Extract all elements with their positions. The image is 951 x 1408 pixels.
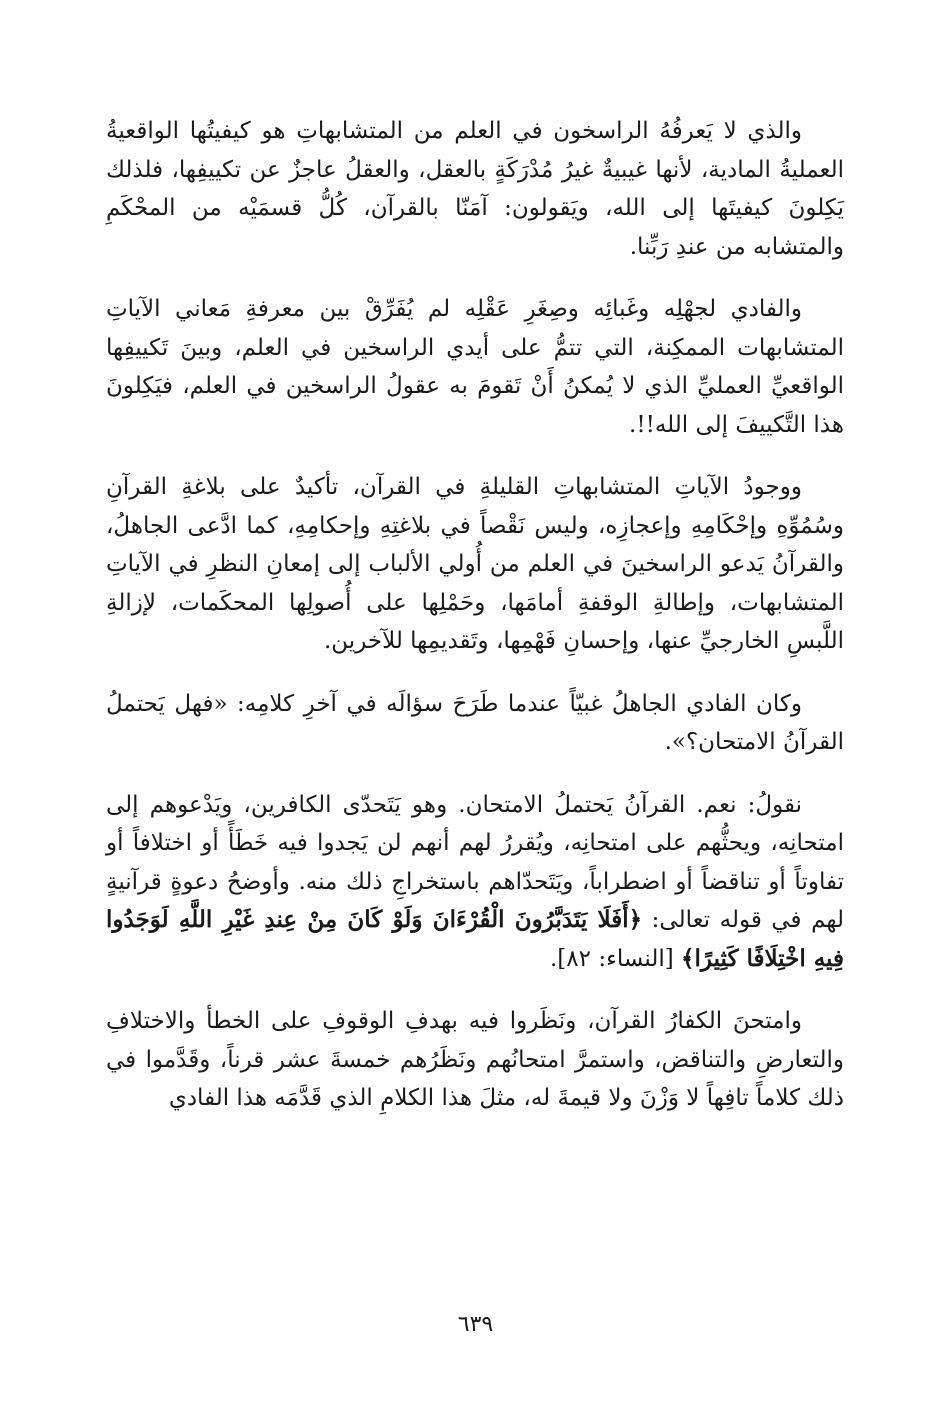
quran-verse: ﴿أَفَلَا يَتَدَبَّرُونَ الْقُرْءَانَ وَلَوْ كَانَ مِنْ عِندِ غَيْرِ اللَّهِ لَوَجَدُوا فِيهِ اخْتِلَافًا كَثِيرًا﴾ xyxy=(106,906,844,972)
page-number: ٦٣٩ xyxy=(457,1312,494,1337)
paragraph-6: وامتحنَ الكفارُ القرآن، ونَظَروا فيه بهدفِ الوقوفِ على الخطأ والاختلافِ والتعارضِ والتناقض، واستمرَّ امتحانُهم ونَظَرُهم خمسةَ عشر قرناً، وقَدَّموا في ذلك كلاماً تافِهاً لا وَزْنَ ولا قيمةَ له، مثلَ هذا الكلامِ الذي قَدَّمَه هذا الفادي xyxy=(106,1008,844,1111)
verse-reference: [النساء: ٨٢]. xyxy=(550,945,674,972)
paragraph-5 xyxy=(106,786,844,979)
paragraph-2: والفادي لجهْلِه وغَبائِه وصِغَرِ عَقْلِه لم يُفَرِّقْ بين معرفةِ مَعاني الآياتِ المتشابهات الممكِنة، التي تتمُّ على أيدي الراسخين في العلم، وبينَ تَكييفِها الواقعيِّ العمليِّ الذي لا يُمكنُ أَنْ تَقومَ به عقولُ الراسخين في العلم، فيَكِلونَ هذا التَّكييفَ إلى الله!!. xyxy=(106,296,844,438)
paragraph-3: ووجودُ الآياتِ المتشابهاتِ القليلةِ في القرآن، تأكيدٌ على بلاغةِ القرآنِ وسُمُوِّهِ وإحْكَامِهِ وإعجازِه، وليس نَقْصاً في بلاغتِهِ وإحكامِهِ، كما ادَّعى الجاهلُ، والقرآنُ يَدعو الراسخينَ في العلم من أُولي الألباب إلى إمعانِ النظرِ في الآياتِ المتشابهات، وإطالةِ الوقفةِ أمامَها، وحَمْلِها على أُصولِها المحكَمات، لإزالةِ اللَّبسِ الخارجيِّ عنها، وإحسانِ فَهْمِها، وتَقديمِها للآخرين. xyxy=(106,474,844,654)
paragraph-4: وكان الفادي الجاهلُ غبيّاً عندما طَرَحَ سؤالَه في آخرِ كلامِه: «فهل يَحتملُ القرآنُ الامتحان؟». xyxy=(106,690,844,755)
paragraph-1: والذي لا يَعرفُهُ الراسخون في العلم من المتشابهاتِ هو كيفيتُها الواقعيةُ العمليةُ المادية، لأنها غيبيةٌ غيرُ مُدْرَكَةٍ بالعقل، والعقلُ عاجزٌ عن تكييفِها، فلذلك يَكِلونَ كيفيتَها إلى الله، ويَقولون: آمَنّا بالقرآن، كُلُّ قسمَيْه من المحْكَمِ والمتشابه من عندِ رَبِّنا. xyxy=(106,118,844,260)
paragraph-5-text: نقولُ: نعم. القرآنُ يَحتملُ الامتحان. وهو يَتَحدّى الكافرين، ويَدْعوهم إلى امتحانِه، ويحثُّهم على امتحانِه، ويُقررُ لهم أنهم لن يَجدوا فيه خَطَأً أو اختلافاً أو تفاوتاً أو تناقضاً أو اضطراباً، ويَتَحدّاهم باستخراجِ ذلك منه. وأوضحُ دعوةٍ قرآنيةٍ لهم في قوله تعالى: xyxy=(106,791,844,933)
body-text xyxy=(106,112,844,1118)
